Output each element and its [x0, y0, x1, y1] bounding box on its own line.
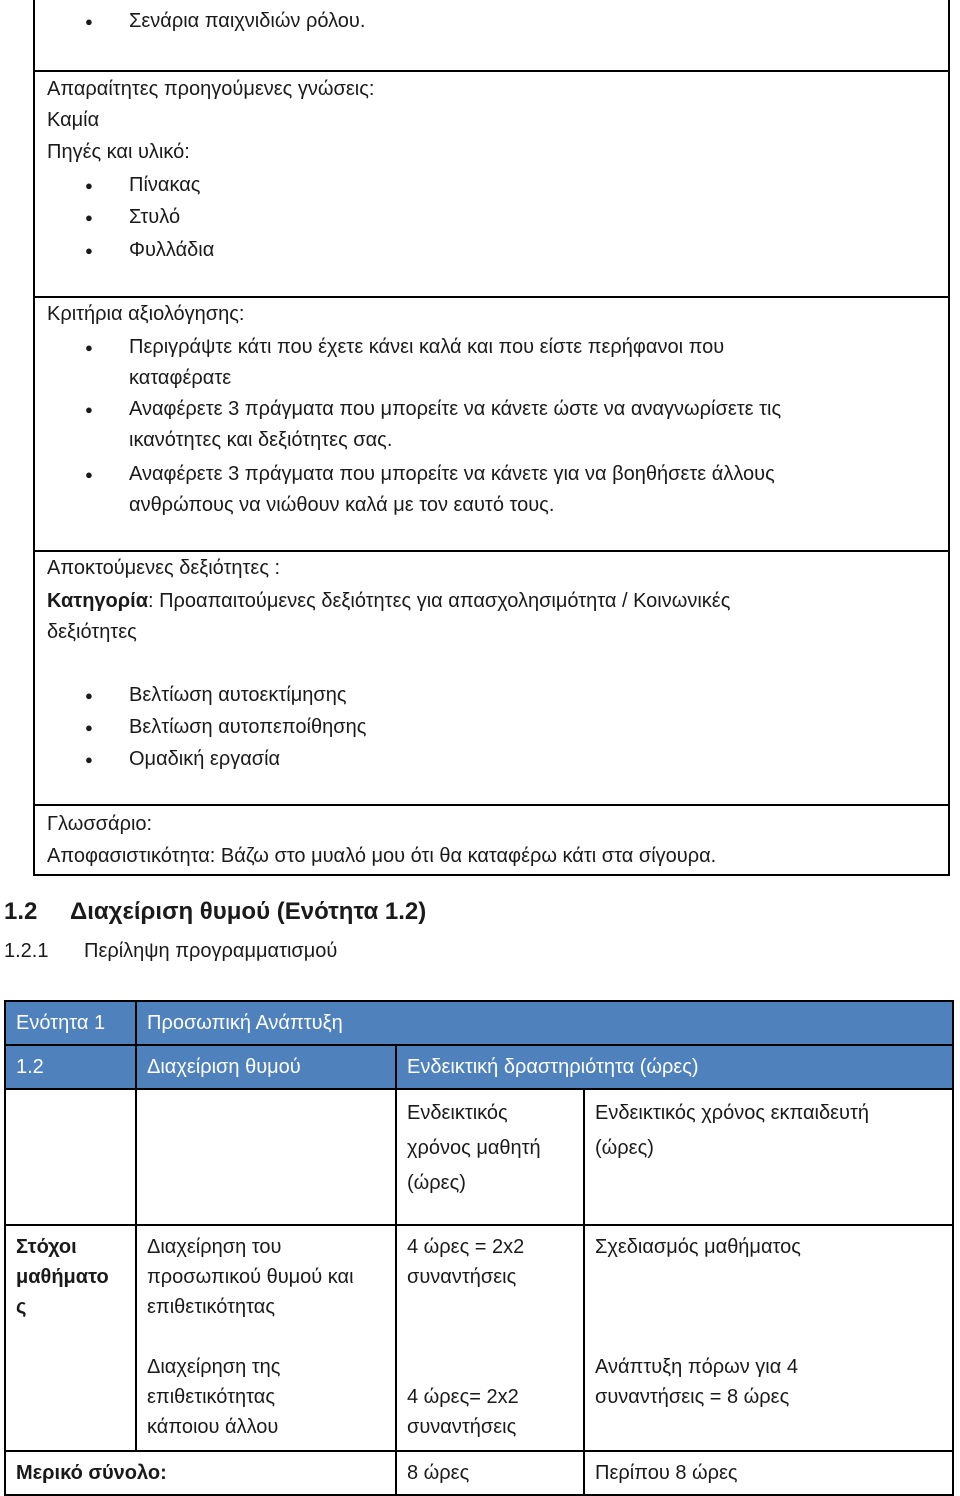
table-cell: Διαχείριση θυμού — [136, 1045, 396, 1089]
table-row — [5, 1089, 953, 1225]
cell-line: συναντήσεις = 8 ώρες — [595, 1386, 790, 1408]
cell-line: κάποιου άλλου — [147, 1416, 279, 1438]
bullet-continuation: καταφέρατε — [129, 367, 232, 389]
bullet-item: ● Ομαδική εργασία — [129, 744, 280, 775]
cell-line: 4 ώρες= 2x2 — [407, 1386, 519, 1408]
cell-line: χρόνος μαθητή — [407, 1137, 541, 1159]
table-cell — [136, 1089, 396, 1225]
table-row — [5, 1225, 953, 1451]
prereq-box — [33, 70, 950, 298]
category-continuation: δεξιότητες — [47, 621, 137, 643]
cell-line: (ώρες) — [595, 1137, 654, 1159]
table-cell: Ενδεικτική δραστηριότητα (ώρες) — [396, 1045, 953, 1089]
section-heading — [4, 898, 426, 926]
skills-label: Αποκτούμενες δεξιότητες : — [47, 557, 281, 579]
cell-line: Ανάπτυξη πόρων για 4 — [595, 1356, 798, 1378]
sources-label: Πηγές και υλικό: — [47, 141, 190, 163]
table-row — [5, 1451, 953, 1495]
cell-line: μαθήματο — [16, 1266, 109, 1288]
cell-line: Διαχείρηση της — [147, 1356, 281, 1378]
table-cell — [396, 1089, 584, 1225]
cell-line: επιθετικότητας — [147, 1296, 275, 1318]
table-cell: Προσωπική Ανάπτυξη — [136, 1001, 953, 1045]
table-cell — [584, 1089, 953, 1225]
table-cell: Μερικό σύνολο: — [5, 1451, 396, 1495]
cell-line: συναντήσεις — [407, 1416, 517, 1438]
prereq-value: Καμία — [47, 109, 100, 131]
section-number: 1.2 — [4, 898, 38, 925]
section-title: Διαχείριση θυμού (Ενότητα 1.2) — [70, 898, 427, 925]
bullet-item: ● Αναφέρετε 3 πράγματα που μπορείτε να κάνετε ώστε να αναγνωρίσετε τις — [129, 394, 781, 425]
criteria-label: Κριτήρια αξιολόγησης: — [47, 303, 245, 325]
bullet-item: ● Περιγράψτε κάτι που έχετε κάνει καλά και που είστε περήφανοι που — [129, 332, 724, 363]
bullet-item: ● Πίνακας — [129, 170, 200, 201]
cell-line: (ώρες) — [407, 1172, 466, 1194]
cell-line: Ενδεικτικός — [407, 1102, 508, 1124]
cell-line: προσωπικού θυμού και — [147, 1266, 354, 1288]
schedule-table — [4, 1000, 954, 1496]
cell-line: Στόχοι — [16, 1236, 77, 1258]
bullet-continuation: ικανότητες και δεξιότητες σας. — [129, 429, 393, 451]
glossary-value: Αποφασιστικότητα: Βάζω στο μυαλό μου ότι θα καταφέρω κάτι στα σίγουρα. — [47, 845, 717, 867]
table-cell: 1.2 — [5, 1045, 136, 1089]
cell-line: Σχεδιασμός μαθήματος — [595, 1236, 801, 1258]
cell-line: Διαχείρηση του — [147, 1236, 282, 1258]
cell-line: Ενδεικτικός χρόνος εκπαιδευτή — [595, 1102, 870, 1124]
roleplay-box — [33, 0, 950, 72]
bullet-item: ● Σενάρια παιχνιδιών ρόλου. — [129, 6, 365, 37]
subsection-heading — [4, 940, 337, 963]
cell-line: επιθετικότητας — [147, 1386, 275, 1408]
cell-line: ς — [16, 1296, 27, 1318]
table-row — [5, 1001, 953, 1045]
table-row — [5, 1045, 953, 1089]
table-cell: Περίπου 8 ώρες — [584, 1451, 953, 1495]
table-cell: 8 ώρες — [396, 1451, 584, 1495]
category-value: : Προαπαιτούμενες δεξιότητες για απασχολησιμότητα / Κοινωνικές — [148, 590, 731, 612]
table-cell — [136, 1225, 396, 1451]
bullet-item: ● Βελτίωση αυτοπεποίθησης — [129, 712, 366, 743]
bullet-item: ● Βελτίωση αυτοεκτίμησης — [129, 680, 347, 711]
subsection-number: 1.2.1 — [4, 940, 49, 962]
table-cell — [396, 1225, 584, 1451]
cell-line: συναντήσεις — [407, 1266, 517, 1288]
criteria-box — [33, 296, 950, 552]
subsection-title: Περίληψη προγραμματισμού — [84, 940, 338, 962]
table-cell — [584, 1225, 953, 1451]
glossary-label: Γλωσσάριο: — [47, 813, 153, 835]
table-cell — [5, 1089, 136, 1225]
table-cell: Ενότητα 1 — [5, 1001, 136, 1045]
category-line — [47, 586, 730, 617]
table-cell — [5, 1225, 136, 1451]
category-label: Κατηγορία — [47, 590, 148, 612]
cell-line: 4 ώρες = 2x2 — [407, 1236, 525, 1258]
bullet-item: ● Φυλλάδια — [129, 235, 214, 266]
skills-box — [33, 550, 950, 806]
bullet-item: ● Αναφέρετε 3 πράγματα που μπορείτε να κάνετε για να βοηθήσετε άλλους — [129, 459, 775, 490]
prereq-label: Απαραίτητες προηγούμενες γνώσεις: — [47, 78, 375, 100]
glossary-box — [33, 804, 950, 876]
bullet-item: ● Στυλό — [129, 202, 180, 233]
bullet-continuation: ανθρώπους να νιώθουν καλά με τον εαυτό τους. — [129, 494, 555, 516]
